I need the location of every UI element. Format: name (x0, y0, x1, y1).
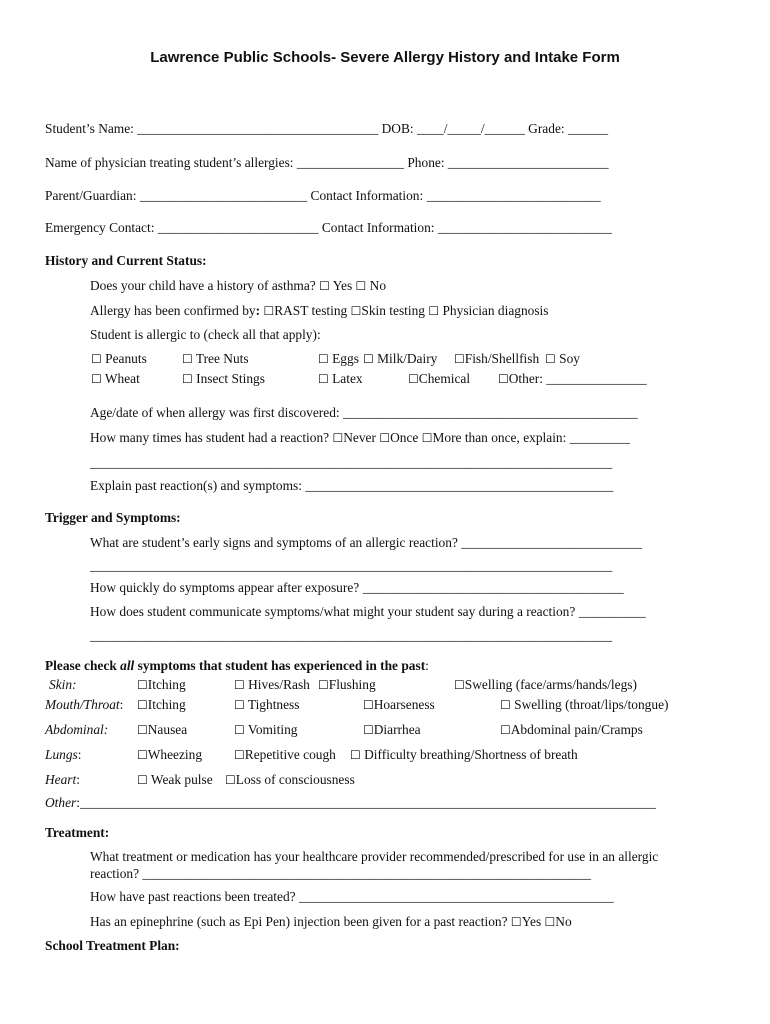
symptom-label: Abdominal pain/Cramps (510, 722, 643, 737)
rast-checkbox[interactable]: ☐ (263, 304, 275, 318)
symptom-weak-pulse[interactable] (137, 772, 213, 788)
checkbox[interactable]: ☐ (454, 352, 465, 366)
form-title: Lawrence Public Schools- Severe Allergy History and Intake Form (150, 49, 620, 66)
checkbox[interactable]: ☐ (137, 773, 148, 787)
explain-past-line[interactable]: Explain past reaction(s) and symptoms: ______________________________________________ (90, 478, 614, 493)
allergen-other[interactable] (498, 371, 647, 387)
skin-label: Skin: (49, 677, 77, 692)
emergency-contact-line[interactable]: Emergency Contact: ________________________ Contact Information: __________________________ (45, 220, 612, 235)
mouth-throat-label-text: Mouth/Throat (45, 697, 120, 712)
treatment-heading: Treatment: (45, 825, 110, 840)
checkbox[interactable]: ☐ (545, 352, 556, 366)
symptom-label: Swelling (face/arms/hands/legs) (464, 677, 637, 692)
symptom-nausea[interactable] (137, 722, 187, 738)
parent-guardian-line[interactable]: Parent/Guardian: _________________________ Contact Information: __________________________ (45, 188, 601, 203)
allergen-label: Tree Nuts (195, 351, 249, 366)
physician-line[interactable]: Name of physician treating student’s allergies: ________________ Phone: ________________________ (45, 155, 609, 170)
symptom-wheezing[interactable] (137, 747, 202, 763)
symptom-label: Loss of consciousness (235, 772, 355, 787)
allergen-milk-dairy[interactable] (363, 351, 437, 367)
allergen-label: Soy (559, 351, 580, 366)
symptom-skin-itching[interactable] (137, 677, 186, 693)
asthma-no-label: No (369, 278, 387, 293)
student-name-line[interactable]: Student’s Name: ____________________________________ DOB: ____/_____/______ Grade: ______ (45, 121, 609, 136)
asthma-question-row (90, 278, 386, 294)
checkbox[interactable]: ☐ (350, 748, 361, 762)
checkbox[interactable]: ☐ (234, 678, 245, 692)
checkbox[interactable]: ☐ (498, 372, 509, 386)
symptom-throat-swelling[interactable] (500, 697, 668, 713)
asthma-question: Does your child have a history of asthma? (90, 278, 316, 293)
other-blank[interactable]: :______________________________________________________________________________________ (76, 795, 656, 810)
checkbox[interactable]: ☐ (363, 723, 374, 737)
checkbox[interactable]: ☐ (408, 372, 419, 386)
symptom-label: Wheezing (147, 747, 203, 762)
checkbox[interactable]: ☐ (318, 352, 329, 366)
allergen-label: Insect Stings (196, 371, 265, 386)
how-quickly-line[interactable]: How quickly do symptoms appear after exposure? _______________________________________ (90, 580, 624, 595)
symptom-repetitive-cough[interactable] (234, 747, 336, 763)
symptom-label: Hoarseness (373, 697, 435, 712)
symptom-label: Diarrhea (373, 722, 421, 737)
symptom-label: Tightness (247, 697, 300, 712)
lungs-colon: : (77, 747, 82, 762)
history-heading: History and Current Status: (45, 253, 207, 268)
symptom-label: Nausea (147, 722, 188, 737)
symptom-hoarseness[interactable] (363, 697, 435, 713)
allergen-chemical[interactable] (408, 371, 470, 387)
confirmed-by-colon: : (255, 303, 261, 318)
epinephrine-no-label: No (555, 914, 572, 929)
lungs-label-text: Lungs (45, 747, 78, 762)
epinephrine-row (90, 914, 572, 930)
checkbox[interactable]: ☐ (137, 678, 148, 692)
symptom-label: Swelling (throat/lips/tongue) (514, 697, 669, 712)
symptom-label: Itching (147, 697, 186, 712)
checkbox[interactable]: ☐ (182, 352, 193, 366)
checkbox[interactable]: ☐ (137, 698, 148, 712)
epinephrine-yes-label: Yes (521, 914, 542, 929)
allergen-soy[interactable] (545, 351, 580, 367)
symptoms-heading-post: symptoms that student has experienced in the past (134, 658, 426, 673)
more-than-once-checkbox[interactable]: ☐ (421, 431, 433, 445)
symptom-label: Weak pulse (150, 772, 213, 787)
symptom-label: Difficulty breathing/Shortness of breath (364, 747, 578, 762)
epinephrine-no-checkbox[interactable]: ☐ (544, 915, 556, 929)
symptom-label: Itching (147, 677, 186, 692)
symptom-label: Vomiting (247, 722, 298, 737)
epinephrine-question: Has an epinephrine (such as Epi Pen) injection been given for a past reaction? (90, 914, 508, 929)
allergen-fish-shellfish[interactable] (454, 351, 539, 367)
allergen-label: Wheat (104, 371, 140, 386)
reaction-count-row (90, 430, 630, 446)
physician-diagnosis-checkbox[interactable]: ☐ (428, 304, 440, 318)
allergen-label: Fish/Shellfish (464, 351, 540, 366)
checkbox[interactable]: ☐ (91, 352, 102, 366)
school-plan-heading: School Treatment Plan: (45, 938, 180, 953)
confirmed-by-row (90, 303, 549, 319)
answer-blank-line[interactable]: ______________________________________________________________________________ (90, 558, 613, 573)
never-label: Never (343, 430, 376, 445)
heart-label-text: Heart (45, 772, 77, 787)
allergen-latex[interactable] (318, 371, 363, 387)
symptom-label: Repetitive cough (244, 747, 336, 762)
treatment-q1-line1: What treatment or medication has your healthcare provider recommended/prescribed for use in an allergic (90, 849, 659, 864)
allergen-eggs[interactable] (318, 351, 359, 367)
other-symptoms-line[interactable] (45, 795, 656, 811)
early-signs-line[interactable]: What are student’s early signs and symptoms of an allergic reaction? ___________________________ (90, 535, 643, 550)
rast-label: RAST testing (274, 303, 348, 318)
trigger-heading: Trigger and Symptoms: (45, 510, 181, 525)
answer-blank-line[interactable]: ______________________________________________________________________________ (90, 628, 613, 643)
asthma-no-checkbox[interactable]: ☐ (355, 279, 367, 293)
checkbox[interactable]: ☐ (363, 698, 374, 712)
allergen-label: Chemical (418, 371, 471, 386)
checkbox[interactable]: ☐ (454, 678, 465, 692)
mouth-throat-colon: : (119, 697, 124, 712)
checkbox[interactable]: ☐ (234, 723, 245, 737)
symptom-label: Hives/Rash (248, 677, 310, 692)
allergen-tree-nuts[interactable] (182, 351, 249, 367)
asthma-yes-label: Yes (332, 278, 353, 293)
checkbox[interactable]: ☐ (318, 678, 329, 692)
heart-label (45, 772, 80, 788)
allergen-label: Other: _______________ (508, 371, 647, 386)
skin-testing-checkbox[interactable]: ☐ (350, 304, 362, 318)
never-checkbox[interactable]: ☐ (332, 431, 344, 445)
communicate-line[interactable]: How does student communicate symptoms/what might your student say during a reaction? __________ (90, 604, 646, 619)
symptom-mouth-itching[interactable] (137, 697, 186, 713)
allergen-label: Latex (332, 371, 363, 386)
symptoms-heading (45, 658, 429, 674)
epinephrine-yes-checkbox[interactable]: ☐ (510, 915, 522, 929)
lungs-label (45, 747, 81, 763)
checkbox[interactable]: ☐ (225, 773, 236, 787)
checkbox[interactable]: ☐ (182, 372, 193, 386)
answer-blank-line[interactable]: ______________________________________________________________________________ (90, 455, 613, 470)
past-treatment-line[interactable]: How have past reactions been treated? _______________________________________________ (90, 889, 614, 904)
mouth-throat-label (45, 697, 123, 713)
symptom-skin-swelling[interactable] (454, 677, 637, 693)
symptom-diarrhea[interactable] (363, 722, 421, 738)
checkbox[interactable]: ☐ (91, 372, 102, 386)
checkbox[interactable]: ☐ (318, 372, 329, 386)
symptom-vomiting[interactable] (234, 722, 297, 738)
checkbox[interactable]: ☐ (500, 698, 511, 712)
allergen-label: Milk/Dairy (377, 351, 438, 366)
checkbox[interactable]: ☐ (500, 723, 511, 737)
symptom-hives-rash[interactable] (234, 677, 310, 693)
more-than-once-label: More than once, explain: _________ (432, 430, 630, 445)
symptoms-heading-pre: Please check (45, 658, 121, 673)
once-checkbox[interactable]: ☐ (379, 431, 391, 445)
allergen-label: Peanuts (105, 351, 147, 366)
symptom-loss-of-consciousness[interactable] (225, 772, 355, 788)
allergen-wheat[interactable] (91, 371, 140, 387)
checkbox[interactable]: ☐ (234, 698, 245, 712)
abdominal-label: Abdominal: (45, 722, 109, 737)
allergic-to-label: Student is allergic to (check all that apply): (90, 327, 321, 342)
physician-diagnosis-label: Physician diagnosis (442, 303, 549, 318)
allergen-insect-stings[interactable] (182, 371, 265, 387)
symptom-tightness[interactable] (234, 697, 299, 713)
age-discovered-line[interactable]: Age/date of when allergy was first discovered: ____________________________________________ (90, 405, 638, 420)
checkbox[interactable]: ☐ (137, 748, 148, 762)
asthma-yes-checkbox[interactable]: ☐ (319, 279, 330, 293)
allergen-label: Eggs (332, 351, 359, 366)
once-label: Once (390, 430, 419, 445)
treatment-q1-line2[interactable]: reaction? ___________________________________________________________________ (90, 866, 591, 881)
symptom-label: Flushing (328, 677, 376, 692)
allergen-peanuts[interactable] (91, 351, 147, 367)
symptom-flushing[interactable] (318, 677, 376, 693)
symptoms-heading-colon: : (425, 658, 429, 673)
symptoms-heading-emphasis: all (120, 658, 135, 673)
symptom-difficulty-breathing[interactable] (350, 747, 578, 763)
confirmed-by-label: Allergy has been confirmed by (90, 303, 256, 318)
skin-testing-label: Skin testing (361, 303, 425, 318)
checkbox[interactable]: ☐ (137, 723, 148, 737)
reaction-count-question: How many times has student had a reaction? (90, 430, 330, 445)
symptom-abdominal-pain[interactable] (500, 722, 643, 738)
checkbox[interactable]: ☐ (363, 352, 374, 366)
checkbox[interactable]: ☐ (234, 748, 245, 762)
heart-colon: : (76, 772, 80, 787)
other-label: Other (45, 795, 77, 810)
